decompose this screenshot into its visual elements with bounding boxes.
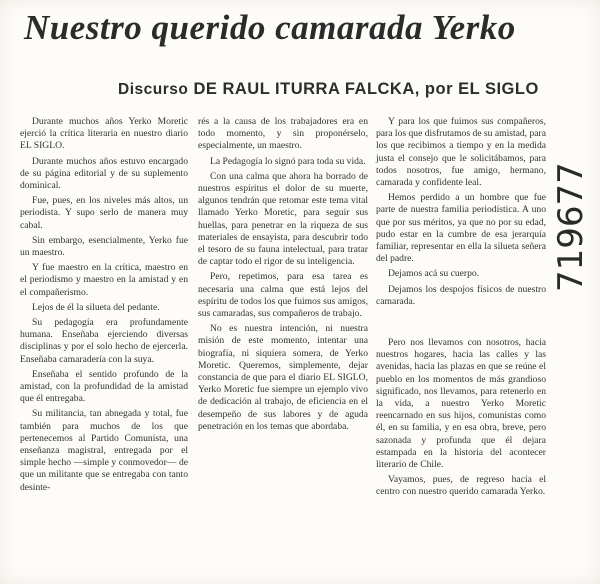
text-column-1: [20, 116, 188, 497]
paragraph: Durante muchos años Yerko Moretic ejerció la crítica literaria en nuestro diario EL SIGLO.: [20, 116, 188, 152]
paragraph: Dejamos acá su cuerpo.: [388, 268, 480, 280]
paragraph: Hemos perdido a un hombre que fue parte de nuestra familia periodística. A uno que por sus méritos, ya que no por su edad, pudo estar en la cumbre de esa jerarquía familiar, representar en ella la silueta señera del padre.: [376, 192, 546, 265]
handwritten-number-text: 719677: [551, 162, 591, 292]
paragraph: Durante muchos años estuvo encargado de su página editorial y de su suplemento dominical.: [20, 155, 188, 192]
paragraph: Pero, repetimos, para esa tarea es necesaria una calma que está lejos del espíritu de todos los que fuimos sus amigos, sus camaradas, sus compañeros de trabajo.: [198, 271, 368, 320]
paragraph: La Pedagogía lo signó para toda su vida.: [210, 155, 366, 167]
paragraph: Su pedagogía era profundamente humana. Enseñaba ejerciendo diversas disciplinas y por el solo hecho de ejercerla. Enseñaba camaradería con la suya.: [20, 317, 188, 365]
article-subheadline: [118, 80, 539, 99]
paragraph: Vayamos, pues, de regreso hacia el centro con nuestro querido camarada Yerko.: [376, 474, 546, 498]
text-column-2: [198, 116, 368, 436]
subheadline-lead: Discurso: [118, 81, 189, 98]
paragraph: Dejamos los despojos físicos de nuestro camarada.: [376, 283, 546, 307]
article-headline: Nuestro querido camarada Yerko: [24, 8, 516, 47]
subheadline-main: DE RAUL ITURRA FALCKA, por EL SIGLO: [193, 80, 539, 98]
paragraph: Y para los que fuimos sus compañeros, para los que disfrutamos de su amistad, para los que recibimos a tiempo y en la medida justa el consejo que le solicitábamos, para todos nosotros, fue amigo, hermano, camarada y confidente leal.: [376, 116, 546, 189]
paragraph: rés a la causa de los trabajadores era en todo momento, y sin proponérselo, especialmente, un maestro.: [198, 116, 368, 152]
handwritten-archive-number: [548, 156, 596, 296]
paragraph: Enseñaba el sentido profundo de la amistad, con la profundidad de la amistad que él entregaba.: [20, 368, 188, 405]
paragraph: Con una calma que ahora ha borrado de nuestros espíritus el dolor de su muerte, algunos tendrán que retomar este tema vital llamado Yerko Moretic, para seguir sus huellas, para penetrar en la riqueza de sus materiales de ensayista, para descubrir todo el tesoro de su fauna intelectual, para tratar de captar todo el rigor de su inteligencia.: [198, 170, 368, 268]
paragraph: Su militancia, tan abnegada y total, fue también para muchos de los que pertenecemos al Partido Comunista, una enseñanza magistral, entregada por el simple hecho —simple y conmovedor— de que un militante que se entregaba con tanto desinte-: [20, 408, 188, 493]
paragraph: Sin embargo, esencialmente, Yerko fue un maestro.: [20, 234, 188, 259]
paragraph: Fue, pues, en los niveles más altos, un periodista. Y supo serlo de manera muy cabal.: [20, 195, 188, 231]
column-gap: [376, 311, 546, 337]
paragraph: Y fue maestro en la crítica, maestro en el periodismo y maestro en la amistad y en el compañerismo.: [20, 262, 188, 298]
paragraph: Lejos de él la silueta del pedante.: [32, 301, 160, 313]
text-column-3: [376, 116, 546, 502]
paragraph: Pero nos llevamos con nosotros, hacia nuestros hogares, hacia las calles y las avenidas, hacia las plazas en que se reúne el pueblo en los momentos de más grandioso significado, nos llevamos, para retenerlo en la vida, a nuestro Yerko Moretic reencarnado en sus hijos, comunistas como él, en su familia, y en esa obra, breve, pero sazonada y profunda que él dejara estampada en la historia del acontecer literario de Chile.: [376, 337, 546, 471]
paragraph: No es nuestra intención, ni nuestra misión de este momento, intentar una biografía, ni siquiera somera, de Yerko Moretic. Queremos, simplemente, dejar constancia de que para el diario EL SIGLO, Yerko Moretic fue siempre un ejemplo vivo de dedicación al trabajo, de eficiencia en el desempeño de sus labores y de aguda penetración en los temas que abordaba.: [198, 323, 368, 432]
